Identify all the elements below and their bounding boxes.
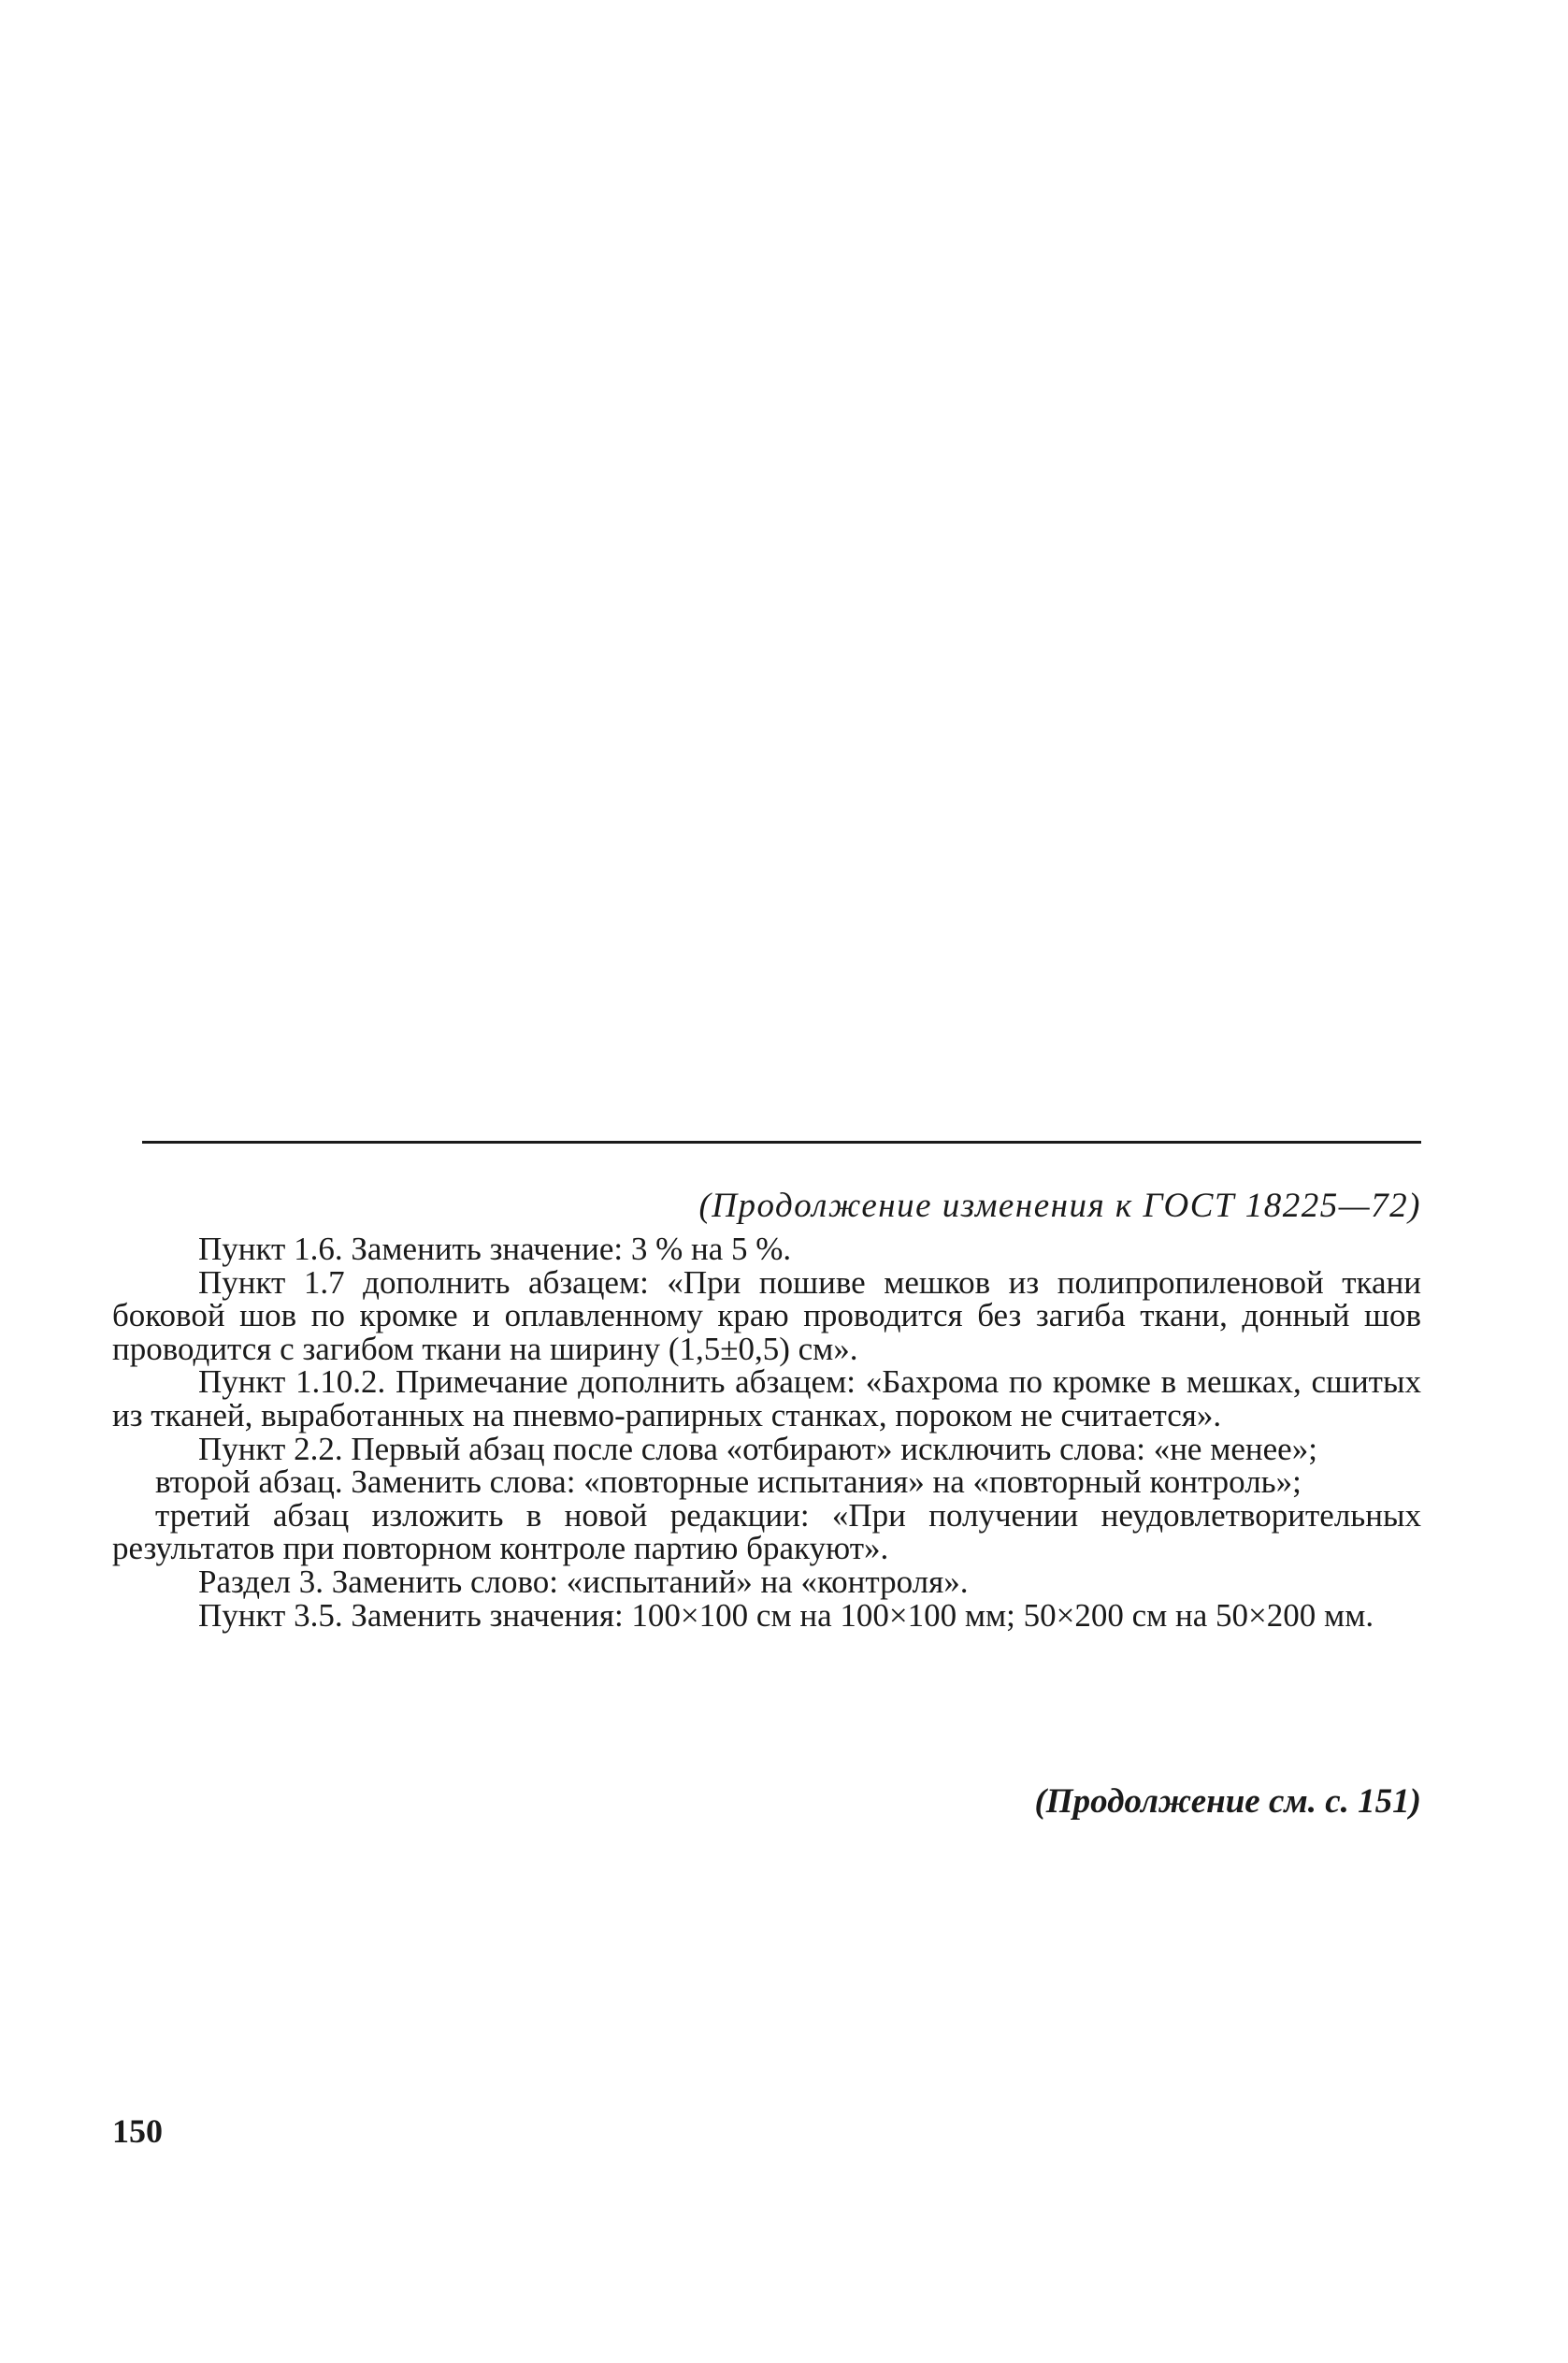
paragraph-1-7: Пункт 1.7 дополнить абзацем: «При пошиве мешков из полипропиленовой ткани боковой шов по кромке и оплавленному краю проводится без загиба ткани, донный шов проводится с загибом ткани на ширину (1,5±0,5) см». [112, 1263, 1421, 1367]
horizontal-rule [142, 1141, 1421, 1144]
amendment-text [112, 1232, 1421, 1632]
paragraph-1-6: Пункт 1.6. Заменить значение: 3 % на 5 %. [198, 1231, 792, 1267]
paragraph-2-2-second: второй абзац. Заменить слова: «повторные испытания» на «повторный контроль»; [155, 1463, 1302, 1501]
continuation-heading: (Продолжение изменения к ГОСТ 18225—72) [698, 1187, 1421, 1225]
page-number: 150 [112, 2112, 163, 2150]
continuation-footer: (Продолжение см. с. 151) [1034, 1782, 1421, 1821]
paragraph-2-2: Пункт 2.2. Первый абзац после слова «отбирают» исключить слова: «не менее»; [198, 1430, 1317, 1467]
paragraph-3-5: Пункт 3.5. Заменить значения: 100×100 см на 100×100 мм; 50×200 см на 50×200 мм. [198, 1596, 1374, 1634]
paragraph-2-2-third: третий абзац изложить в новой редакции: «При получении неудовлетворительных результатов при повторном контроле партию бракуют». [112, 1496, 1421, 1567]
paragraph-section-3: Раздел 3. Заменить слово: «испытаний» на «контроля». [198, 1563, 969, 1600]
paragraph-1-10-2: Пункт 1.10.2. Примечание дополнить абзацем: «Бахрома по кромке в мешках, сшитых из тканей, выработанных на пневмо-рапирных станках, пороком не считается». [112, 1363, 1421, 1434]
